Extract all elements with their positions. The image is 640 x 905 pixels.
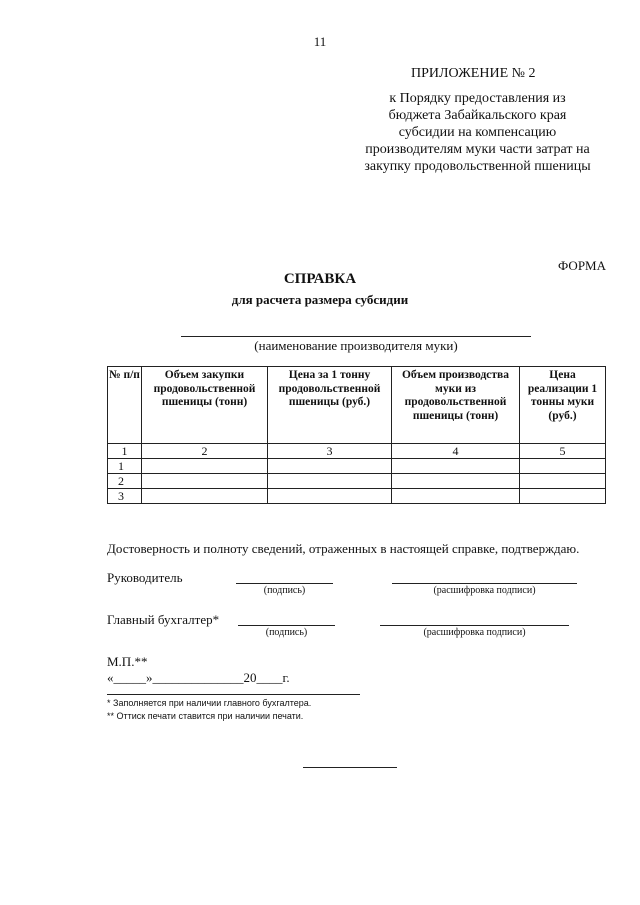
header-wheat-volume: Объем закупки продовольственной пшеницы (тонн)	[142, 367, 268, 444]
accountant-signature-caption: (подпись)	[265, 627, 308, 638]
row-number-cell: 1	[108, 459, 142, 474]
head-decoding-line	[392, 583, 577, 584]
table-cell: 4	[392, 444, 520, 459]
appendix-description	[345, 90, 610, 175]
accountant-signature-line	[238, 625, 335, 626]
stamp-placeholder: М.П.**	[107, 654, 148, 669]
appendix-line: закупку продовольственной пшеницы	[364, 159, 591, 174]
table-cell	[520, 489, 606, 504]
chief-accountant-label: Главный бухгалтер*	[107, 612, 220, 627]
table-cell	[392, 489, 520, 504]
column-numbering-row	[108, 444, 606, 459]
table-cell	[268, 489, 392, 504]
head-signature-caption: (подпись)	[263, 585, 306, 596]
head-signature-line	[236, 583, 333, 584]
accountant-decoding-caption: (расшифровка подписи)	[423, 627, 526, 638]
confirmation-text: Достоверность и полноту сведений, отраженных в настоящей справке, подтверждаю.	[107, 541, 580, 556]
table-cell	[142, 489, 268, 504]
row-number-cell: 3	[108, 489, 142, 504]
producer-name-line	[181, 336, 531, 337]
document-subtitle: для расчета размера субсидии	[231, 292, 409, 307]
table-cell	[142, 474, 268, 489]
table-cell	[268, 474, 392, 489]
head-decoding-caption: (расшифровка подписи)	[433, 585, 536, 596]
appendix-title: ПРИЛОЖЕНИЕ № 2	[411, 66, 536, 81]
header-number: № п/п	[108, 367, 142, 444]
document-title: СПРАВКА	[283, 271, 357, 287]
table-row	[108, 489, 606, 504]
table-cell	[520, 474, 606, 489]
page-number: 11	[313, 34, 327, 49]
table-cell	[268, 459, 392, 474]
table-cell	[392, 474, 520, 489]
footnote-separator	[107, 694, 360, 695]
table-row	[108, 474, 606, 489]
form-label: ФОРМА	[558, 258, 606, 273]
date-line: «_____»______________20____г.	[107, 670, 290, 685]
appendix-line: субсидии на компенсацию	[398, 125, 557, 140]
header-flour-price: Цена реализации 1 тонны муки (руб.)	[520, 367, 606, 444]
table-cell: 5	[520, 444, 606, 459]
accountant-decoding-line	[380, 625, 569, 626]
table-cell	[520, 459, 606, 474]
table-row	[108, 459, 606, 474]
header-wheat-price: Цена за 1 тонну продовольственной пшеницы (руб.)	[268, 367, 392, 444]
end-separator-line	[303, 767, 397, 768]
table-cell: 3	[268, 444, 392, 459]
table-cell	[142, 459, 268, 474]
header-flour-volume: Объем производства муки из продовольственной пшеницы (тонн)	[392, 367, 520, 444]
footnote-1: * Заполняется при наличии главного бухгалтера.	[107, 698, 312, 708]
head-label: Руководитель	[107, 570, 183, 585]
appendix-line: производителям муки части затрат на	[365, 142, 590, 157]
data-table	[107, 366, 606, 504]
table-header-row	[108, 367, 606, 444]
appendix-line: к Порядку предоставления из	[389, 91, 566, 106]
producer-caption: (наименование производителя муки)	[254, 338, 458, 353]
appendix-line: бюджета Забайкальского края	[388, 108, 567, 123]
table-cell: 1	[108, 444, 142, 459]
table-cell	[392, 459, 520, 474]
table-cell: 2	[142, 444, 268, 459]
footnote-2: ** Оттиск печати ставится при наличии печати.	[107, 711, 304, 721]
row-number-cell: 2	[108, 474, 142, 489]
